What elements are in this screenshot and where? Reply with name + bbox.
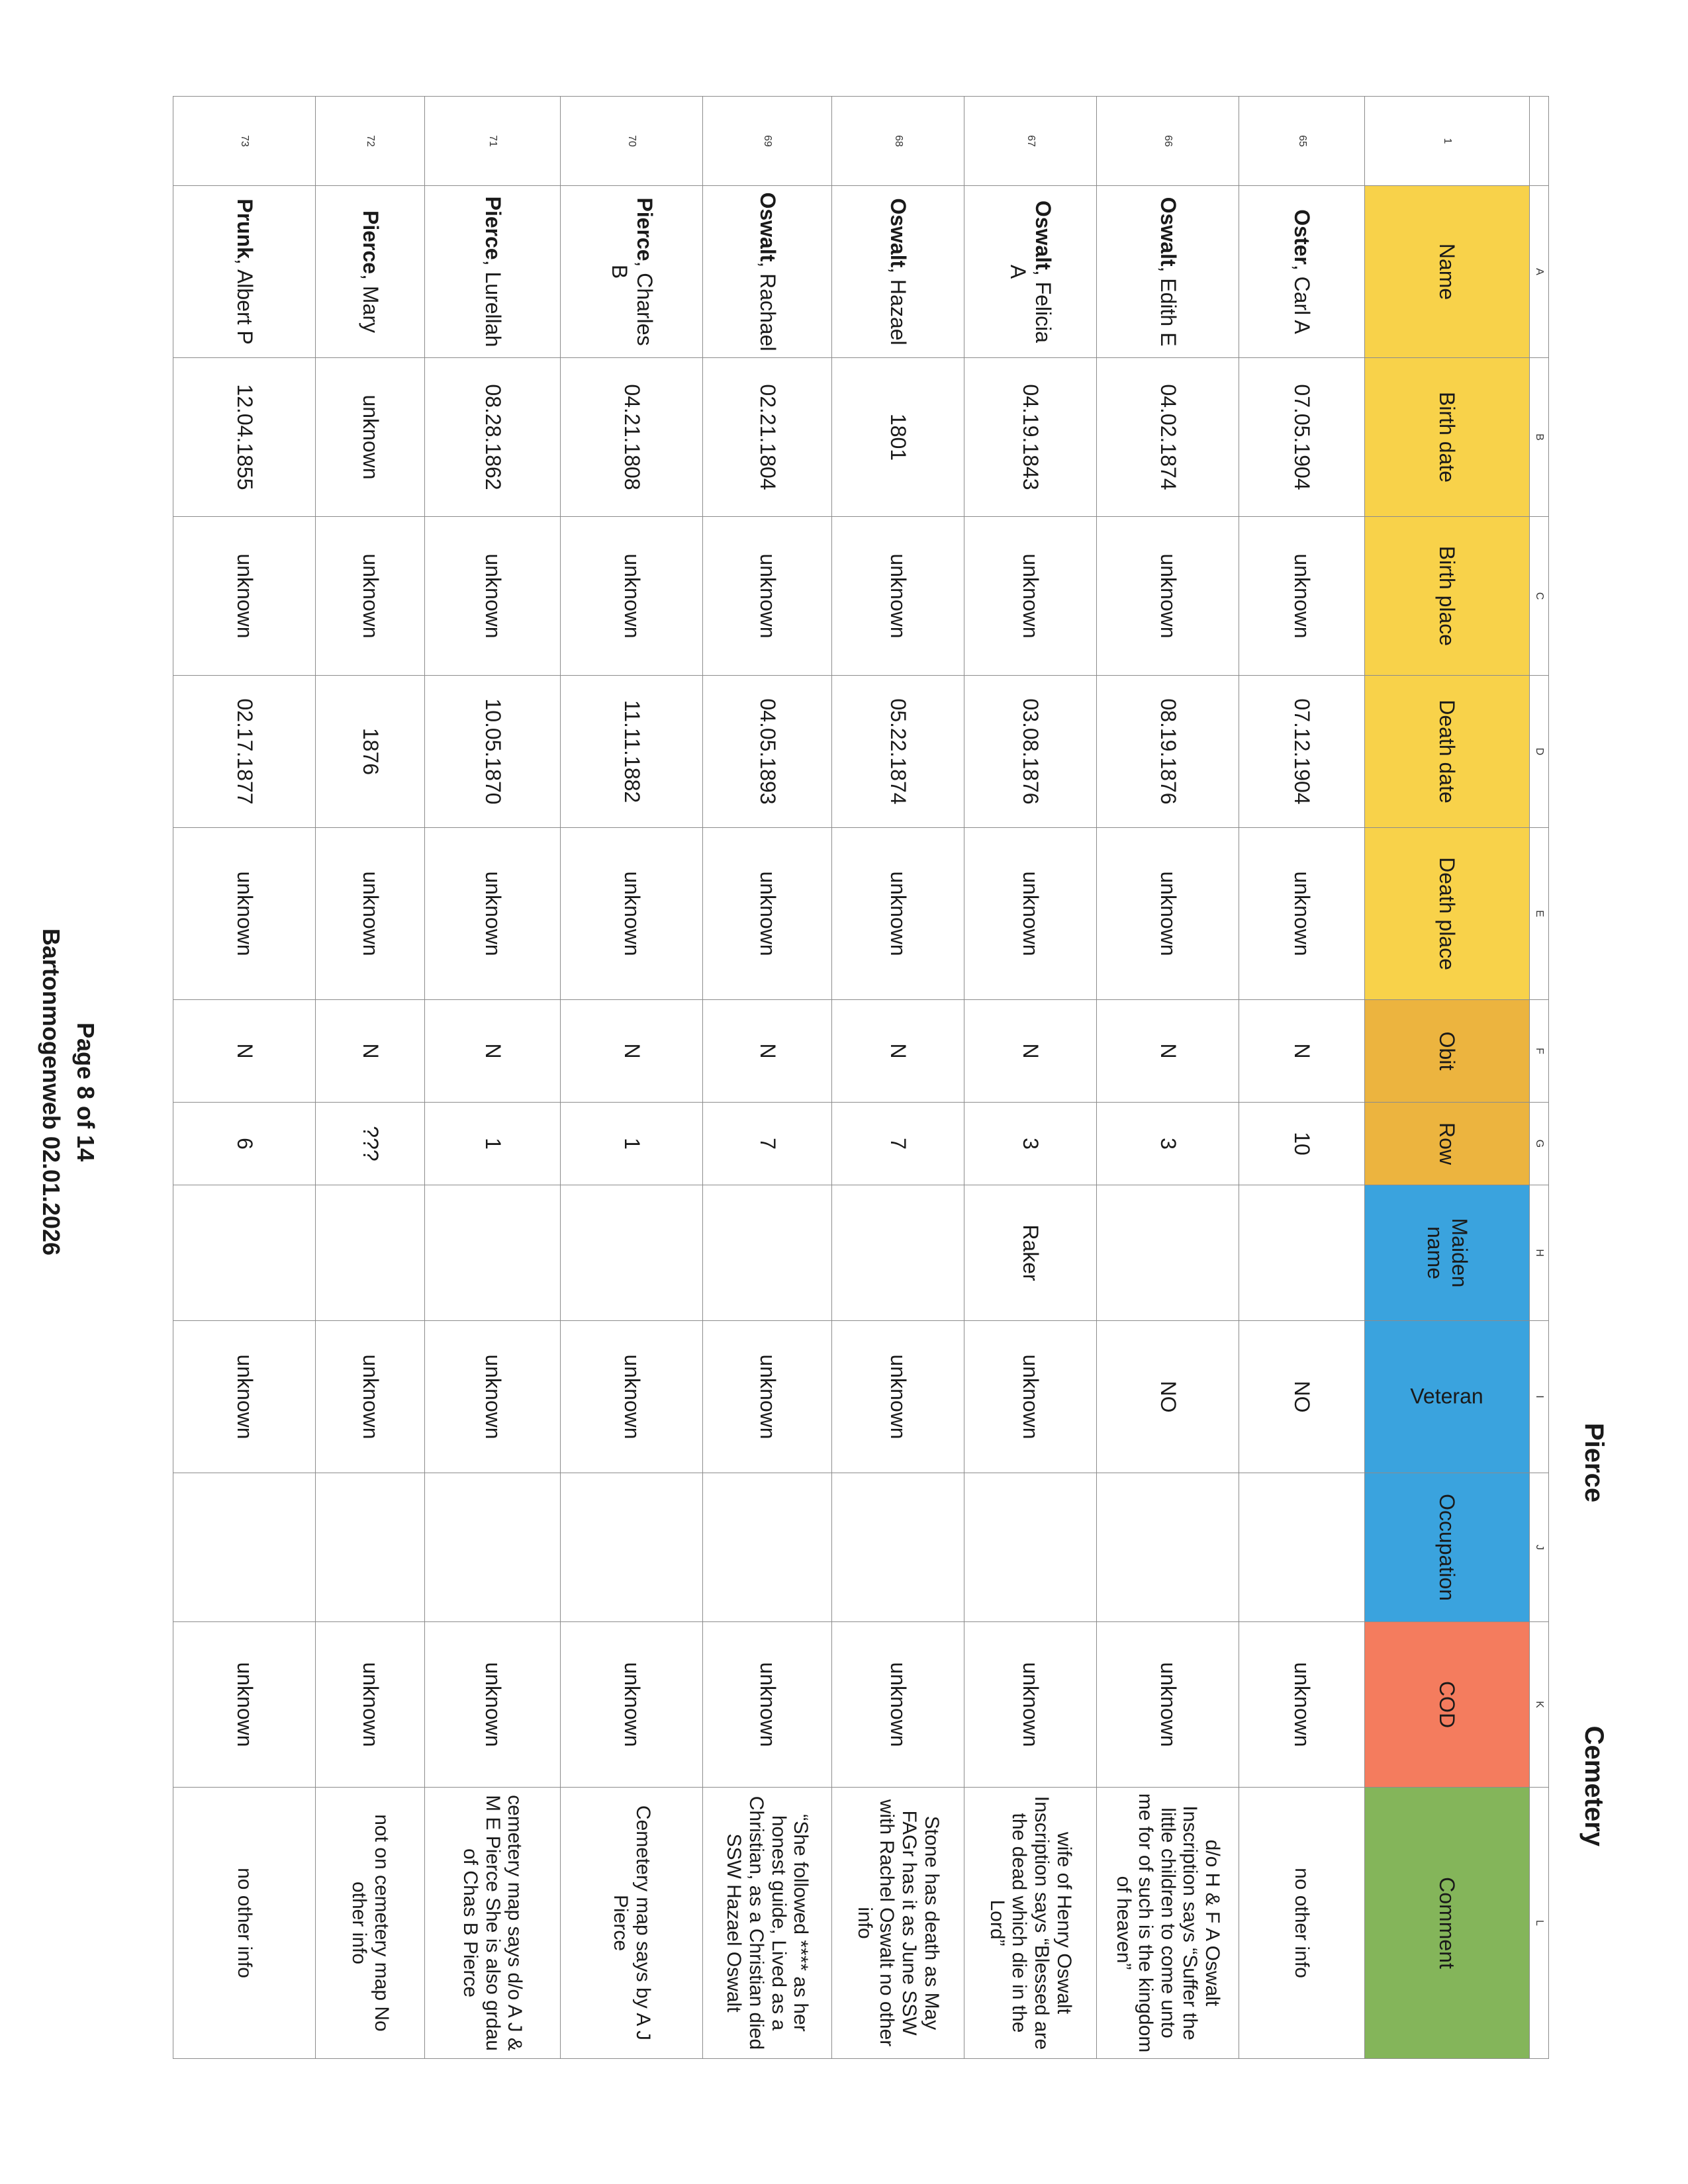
header-birth-place: Birth place: [1365, 517, 1530, 676]
cell-name: [1239, 186, 1365, 358]
last-name: Pierce: [481, 196, 505, 260]
column-letter: K: [1530, 1622, 1549, 1788]
cell-death-date: 1876: [316, 676, 425, 828]
cell-cod: unknown: [316, 1622, 425, 1788]
cell-veteran: unknown: [173, 1321, 316, 1473]
header-obit: Obit: [1365, 1000, 1530, 1103]
first-name: Carl A: [1290, 276, 1315, 334]
cell-death-place: unknown: [1097, 828, 1239, 1000]
table-row: [425, 97, 561, 2059]
name-separator: ,: [481, 259, 505, 272]
cell-name: [425, 186, 561, 358]
cell-death-place: unknown: [316, 828, 425, 1000]
cell-obit: N: [832, 1000, 964, 1103]
cell-birth-date: 02.21.1804: [703, 358, 832, 517]
cell-row-number-cell: 3: [1097, 1103, 1239, 1185]
cell-birth-place: unknown: [964, 517, 1097, 676]
cell-birth-date: 04.19.1843: [964, 358, 1097, 517]
table-row: [1239, 97, 1365, 2059]
cell-obit: N: [1097, 1000, 1239, 1103]
cell-comment: d/o H & F A Oswalt Inscription says “Suffer the little children to come unto me for of such is the kingdom of heaven”: [1097, 1788, 1239, 2059]
cell-death-date: 05.22.1874: [832, 676, 964, 828]
first-name: Charles B: [608, 264, 657, 346]
cell-veteran: unknown: [561, 1321, 703, 1473]
cell-occupation: [173, 1473, 316, 1622]
cell-veteran: unknown: [832, 1321, 964, 1473]
column-letter: [1530, 97, 1549, 186]
cell-veteran: unknown: [964, 1321, 1097, 1473]
cell-row-number-cell: 1: [561, 1103, 703, 1185]
cell-obit: N: [173, 1000, 316, 1103]
cell-death-date: 07.12.1904: [1239, 676, 1365, 828]
first-name: Albert P: [232, 269, 257, 345]
first-name: Mary: [358, 285, 383, 333]
last-name: Pierce: [632, 197, 657, 261]
cell-death-date: 04.05.1893: [703, 676, 832, 828]
cell-name: [1097, 186, 1239, 358]
cell-obit: N: [964, 1000, 1097, 1103]
cell-birth-place: unknown: [316, 517, 425, 676]
first-name: Rachael: [755, 273, 780, 351]
cell-name: [173, 186, 316, 358]
column-letter: E: [1530, 828, 1549, 1000]
cell-name: [316, 186, 425, 358]
first-name: Felicia A: [1006, 264, 1056, 343]
cell-death-place: unknown: [561, 828, 703, 1000]
cell-name: [703, 186, 832, 358]
name-separator: ,: [1156, 266, 1180, 279]
cell-birth-date: 1801: [832, 358, 964, 517]
header-row: [1365, 97, 1530, 2059]
cell-birth-place: unknown: [1239, 517, 1365, 676]
header-veteran-label: Veteran: [1410, 1385, 1484, 1408]
cell-birth-place: unknown: [1097, 517, 1239, 676]
cell-comment: Cemetery map says by A J Pierce: [561, 1788, 703, 2059]
cell-veteran: NO: [1097, 1321, 1239, 1473]
cell-row-number-cell: 3: [964, 1103, 1097, 1185]
page-number: Page 8 of 14: [72, 1022, 99, 1162]
header-death-date: Death date: [1365, 676, 1530, 828]
table-row: [173, 97, 316, 2059]
page-footer: [34, 794, 103, 1390]
name-separator: ,: [232, 258, 257, 269]
column-letter: H: [1530, 1185, 1549, 1321]
cell-birth-place: unknown: [425, 517, 561, 676]
cell-name: [964, 186, 1097, 358]
cell-death-date: 08.19.1876: [1097, 676, 1239, 828]
cell-row-number-cell: 7: [703, 1103, 832, 1185]
row-number: 67: [964, 97, 1097, 186]
row-number: 71: [425, 97, 561, 186]
cell-death-date: 11.11.1882: [561, 676, 703, 828]
cell-death-place: unknown: [425, 828, 561, 1000]
cell-cod: unknown: [173, 1622, 316, 1788]
column-letter: A: [1530, 186, 1549, 358]
cell-comment: “She followed **** as her honest guide, Lived as a Christian, as a Christian died SSW Hazael Oswalt: [703, 1788, 832, 2059]
row-number: 65: [1239, 97, 1365, 186]
column-letter: L: [1530, 1788, 1549, 2059]
cell-birth-place: unknown: [561, 517, 703, 676]
cell-comment: not on cemetery map No other info: [316, 1788, 425, 2059]
column-letter: I: [1530, 1321, 1549, 1473]
title-word-cemetery: Cemetery: [1579, 1725, 1609, 1846]
column-letter: F: [1530, 1000, 1549, 1103]
last-name: Oswalt: [1031, 200, 1056, 270]
cell-death-place: unknown: [173, 828, 316, 1000]
cell-occupation: [964, 1473, 1097, 1622]
cell-cod: unknown: [964, 1622, 1097, 1788]
cell-cod: unknown: [1239, 1622, 1365, 1788]
cell-cod: unknown: [832, 1622, 964, 1788]
header-row: Row: [1365, 1103, 1530, 1185]
first-name: Lurellah: [481, 271, 505, 347]
column-letter: D: [1530, 676, 1549, 828]
last-name: Oswalt: [755, 192, 780, 262]
cell-death-place: unknown: [1239, 828, 1365, 1000]
cell-birth-place: unknown: [832, 517, 964, 676]
cell-row-number-cell: 10: [1239, 1103, 1365, 1185]
cell-birth-place: unknown: [703, 517, 832, 676]
table-row: [1097, 97, 1239, 2059]
header-birth-date: Birth date: [1365, 358, 1530, 517]
column-letter-row: [1530, 97, 1549, 2059]
cell-maiden-name: [1097, 1185, 1239, 1321]
name-separator: ,: [1031, 269, 1056, 282]
row-number: 1: [1365, 97, 1530, 186]
first-name: Edith E: [1156, 278, 1180, 347]
cell-comment: wife of Henry Oswalt Inscription says “Blessed are the dead which die in the Lord”: [964, 1788, 1097, 2059]
cell-maiden-name: [425, 1185, 561, 1321]
name-separator: ,: [632, 261, 657, 273]
row-number: 73: [173, 97, 316, 186]
cell-comment: cemetery map says d/o A J & M E Pierce She is also grdau of Chas B Pierce: [425, 1788, 561, 2059]
first-name: Hazael: [886, 279, 911, 345]
cell-birth-date: 08.28.1862: [425, 358, 561, 517]
header-occupation: Occupation: [1365, 1473, 1530, 1622]
name-separator: ,: [358, 274, 383, 286]
cell-occupation: [561, 1473, 703, 1622]
table-body: [173, 97, 1365, 2059]
cell-maiden-name: [832, 1185, 964, 1321]
cell-obit: N: [316, 1000, 425, 1103]
cell-occupation: [1097, 1473, 1239, 1622]
table-row: [964, 97, 1097, 2059]
source-stamp: Bartonmogenweb 02.01.2026: [37, 928, 65, 1256]
cell-cod: unknown: [561, 1622, 703, 1788]
cell-comment: Stone has death as May FAGr has it as June SSW with Rachel Oswalt no other info: [832, 1788, 964, 2059]
column-letter: G: [1530, 1103, 1549, 1185]
cell-obit: N: [425, 1000, 561, 1103]
cell-comment: no other info: [173, 1788, 316, 2059]
cell-death-place: unknown: [703, 828, 832, 1000]
cell-veteran: unknown: [316, 1321, 425, 1473]
header-maiden-name: Maiden name: [1365, 1185, 1530, 1321]
cell-obit: N: [1239, 1000, 1365, 1103]
last-name: Oswalt: [1156, 197, 1180, 267]
cell-comment: no other info: [1239, 1788, 1365, 2059]
row-number: 70: [561, 97, 703, 186]
header-cod: COD: [1365, 1622, 1530, 1788]
cell-veteran: NO: [1239, 1321, 1365, 1473]
row-number: 66: [1097, 97, 1239, 186]
cell-row-number-cell: 6: [173, 1103, 316, 1185]
last-name: Prunk: [232, 199, 257, 259]
cell-name: [561, 186, 703, 358]
cell-maiden-name: [1239, 1185, 1365, 1321]
table-row: [561, 97, 703, 2059]
cell-veteran: unknown: [703, 1321, 832, 1473]
row-number: 69: [703, 97, 832, 186]
table-row: [832, 97, 964, 2059]
header-comment: Comment: [1365, 1788, 1530, 2059]
page-title: [1562, 1423, 1609, 1846]
cell-obit: N: [703, 1000, 832, 1103]
cell-maiden-name: [316, 1185, 425, 1321]
cell-maiden-name: [173, 1185, 316, 1321]
cell-name: [832, 186, 964, 358]
cell-birth-place: unknown: [173, 517, 316, 676]
cell-occupation: [832, 1473, 964, 1622]
cell-birth-date: 04.21.1808: [561, 358, 703, 517]
cell-maiden-name: [561, 1185, 703, 1321]
last-name: Oswalt: [886, 198, 911, 268]
cell-obit: N: [561, 1000, 703, 1103]
cell-maiden-name: [703, 1185, 832, 1321]
name-separator: ,: [755, 261, 780, 274]
last-name: Oster: [1290, 209, 1315, 265]
header-death-place: Death place: [1365, 828, 1530, 1000]
column-letter: B: [1530, 358, 1549, 517]
cell-row-number-cell: 7: [832, 1103, 964, 1185]
last-name: Pierce: [358, 210, 383, 275]
table-row: [316, 97, 425, 2059]
name-separator: ,: [1290, 264, 1315, 277]
cell-veteran: unknown: [425, 1321, 561, 1473]
cell-birth-date: 07.05.1904: [1239, 358, 1365, 517]
cell-death-place: unknown: [964, 828, 1097, 1000]
row-number: 72: [316, 97, 425, 186]
cell-occupation: [316, 1473, 425, 1622]
cell-birth-date: 12.04.1855: [173, 358, 316, 517]
header-name: Name: [1365, 186, 1530, 358]
cell-death-place: unknown: [832, 828, 964, 1000]
header-veteran: [1365, 1321, 1530, 1473]
cell-cod: unknown: [1097, 1622, 1239, 1788]
cell-birth-date: 04.02.1874: [1097, 358, 1239, 517]
column-letter: J: [1530, 1473, 1549, 1622]
cell-row-number-cell: 1: [425, 1103, 561, 1185]
title-word-pierce: Pierce: [1579, 1423, 1609, 1503]
cell-row-number-cell: ???: [316, 1103, 425, 1185]
cell-occupation: [425, 1473, 561, 1622]
cell-death-date: 03.08.1876: [964, 676, 1097, 828]
cell-cod: unknown: [703, 1622, 832, 1788]
cell-occupation: [703, 1473, 832, 1622]
table-row: [703, 97, 832, 2059]
column-letter: C: [1530, 517, 1549, 676]
cell-maiden-name: Raker: [964, 1185, 1097, 1321]
cell-cod: unknown: [425, 1622, 561, 1788]
cell-death-date: 02.17.1877: [173, 676, 316, 828]
cell-birth-date: unknown: [316, 358, 425, 517]
cell-death-date: 10.05.1870: [425, 676, 561, 828]
cemetery-table: [173, 96, 1549, 2059]
cell-occupation: [1239, 1473, 1365, 1622]
name-separator: ,: [886, 267, 911, 280]
row-number: 68: [832, 97, 964, 186]
